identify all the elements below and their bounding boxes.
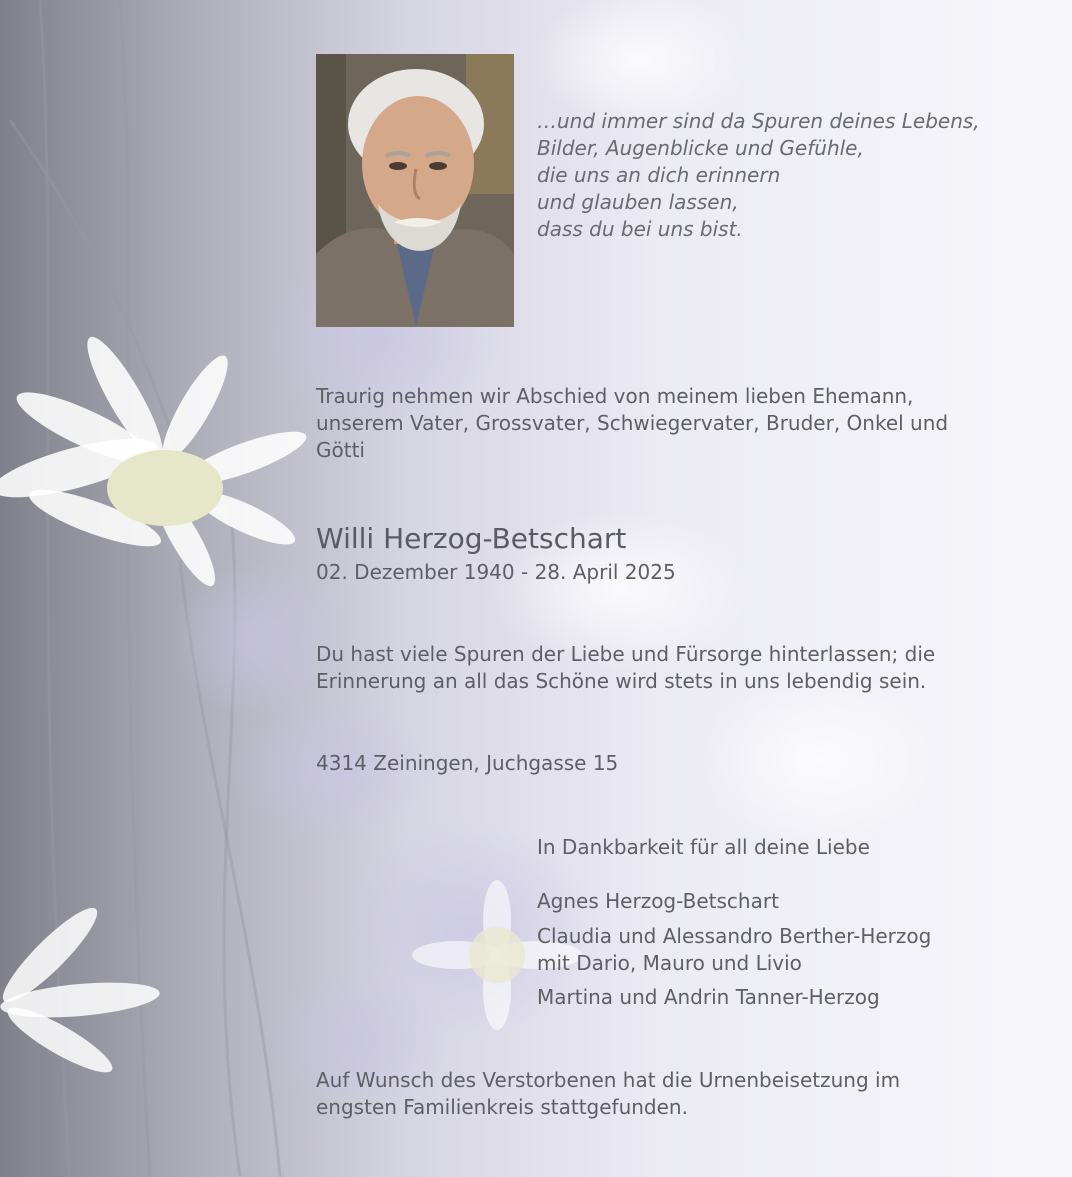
quote-line: dass du bei uns bist.: [537, 217, 743, 241]
mourner-line: Claudia und Alessandro Berther-Herzog: [537, 924, 932, 948]
quote-line: und glauben lassen,: [537, 190, 739, 214]
intro-line: Traurig nehmen wir Abschied von meinem lieben Ehemann,: [316, 384, 914, 408]
mourning-address: 4314 Zeiningen, Juchgasse 15: [316, 751, 619, 775]
intro-line: Götti: [316, 438, 365, 462]
mourner-line: Martina und Andrin Tanner-Herzog: [537, 985, 880, 1009]
mourner-line: Agnes Herzog-Betschart: [537, 889, 779, 913]
mourner-entry: [537, 888, 779, 915]
quote-line: die uns an dich erinnern: [537, 163, 781, 187]
intro-line: unserem Vater, Grossvater, Schwiegervater, Bruder, Onkel und: [316, 411, 949, 435]
legacy-line: Erinnerung an all das Schöne wird stets in uns lebendig sein.: [316, 669, 927, 693]
mourner-entry: [537, 984, 880, 1011]
quote-line: …und immer sind da Spuren deines Lebens,: [537, 109, 980, 133]
burial-note: [316, 1067, 900, 1121]
portrait-photo: [316, 54, 514, 327]
closing-line: Auf Wunsch des Verstorbenen hat die Urnenbeisetzung im: [316, 1068, 901, 1092]
closing-line: engsten Familienkreis stattgefunden.: [316, 1095, 688, 1119]
mourner-entry: [537, 923, 931, 977]
mourner-line: mit Dario, Mauro und Livio: [537, 951, 802, 975]
deceased-name: Willi Herzog-Betschart: [316, 522, 627, 555]
life-dates: 02. Dezember 1940 - 28. April 2025: [316, 560, 676, 584]
memorial-quote: [537, 108, 980, 243]
legacy-text: [316, 641, 935, 695]
gratitude-heading: In Dankbarkeit für all deine Liebe: [537, 835, 870, 859]
farewell-intro: [316, 383, 948, 464]
quote-line: Bilder, Augenblicke und Gefühle,: [537, 136, 864, 160]
legacy-line: Du hast viele Spuren der Liebe und Fürsorge hinterlassen; die: [316, 642, 936, 666]
